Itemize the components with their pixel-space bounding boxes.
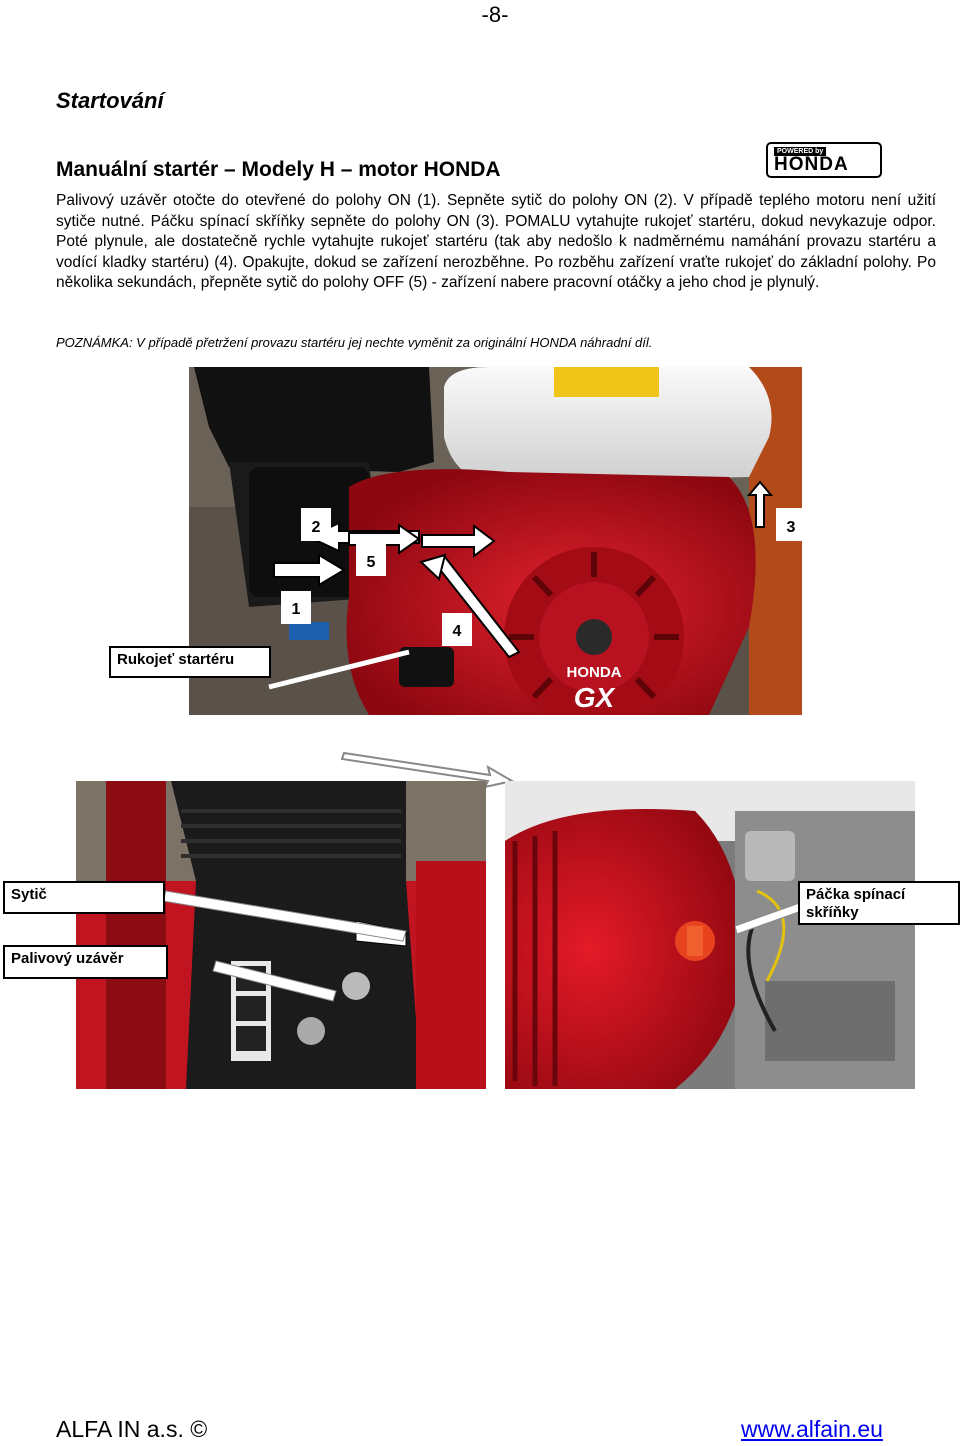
label-fuel-valve: Palivový uzávěr <box>3 945 168 979</box>
note: POZNÁMKA: V případě přetržení provazu startéru jej nechte vyměnit za originální HONDA náhradní díl. <box>56 335 653 350</box>
logo-brand: HONDA <box>774 154 849 175</box>
label-ignition-switch: Páčka spínací skříňky <box>798 881 960 925</box>
footer-company: ALFA IN a.s. © <box>56 1416 208 1442</box>
marker-3: 3 <box>786 519 796 536</box>
engine-brand-text: HONDA <box>566 664 622 681</box>
logo-powered-by: POWERED by <box>774 147 826 156</box>
label-choke: Sytič <box>3 881 165 914</box>
sub-heading: Manuální startér – Modely H – motor HONDA <box>56 158 501 181</box>
page-number: -8- <box>481 2 509 27</box>
instructions-paragraph: Palivový uzávěr otočte do otevřené do polohy ON (1). Sepněte sytič do polohy ON (2). V případě teplého motoru není užití sytiče nutné. Páčku spínací skříňky sepněte do polohy ON (3). POMALU vytahujte rukojeť startéru, dokud nevykazuje odpor. Poté plynule, ale dostatečně rychle vytahujte rukojeť startéru (tak aby nedošlo k nadměrnému namáhání provazu startéru a vodící kladky startéru) (4). Opakujte, dokud se zařízení nerozběhne. Po rozběhu zařízení vraťte rukojeť do základní polohy. Po několika sekundách, přepněte sytič do polohy OFF (5) - zařízení nabere pracovní otáčky a jeho chod je plynulý. <box>56 192 936 291</box>
section-title: Startování <box>56 88 164 113</box>
engine-photo <box>189 367 802 715</box>
marker-4: 4 <box>452 623 462 640</box>
label-starter-handle: Rukojeť startéru <box>109 646 271 678</box>
choke-photo <box>76 781 486 1089</box>
footer-website-link[interactable]: www.alfain.eu <box>741 1416 883 1442</box>
marker-2: 2 <box>311 519 321 536</box>
honda-logo <box>766 142 882 178</box>
engine-model-text: GX <box>573 682 615 713</box>
marker-5: 5 <box>366 554 376 571</box>
marker-1: 1 <box>291 601 301 618</box>
switch-photo <box>505 781 915 1089</box>
